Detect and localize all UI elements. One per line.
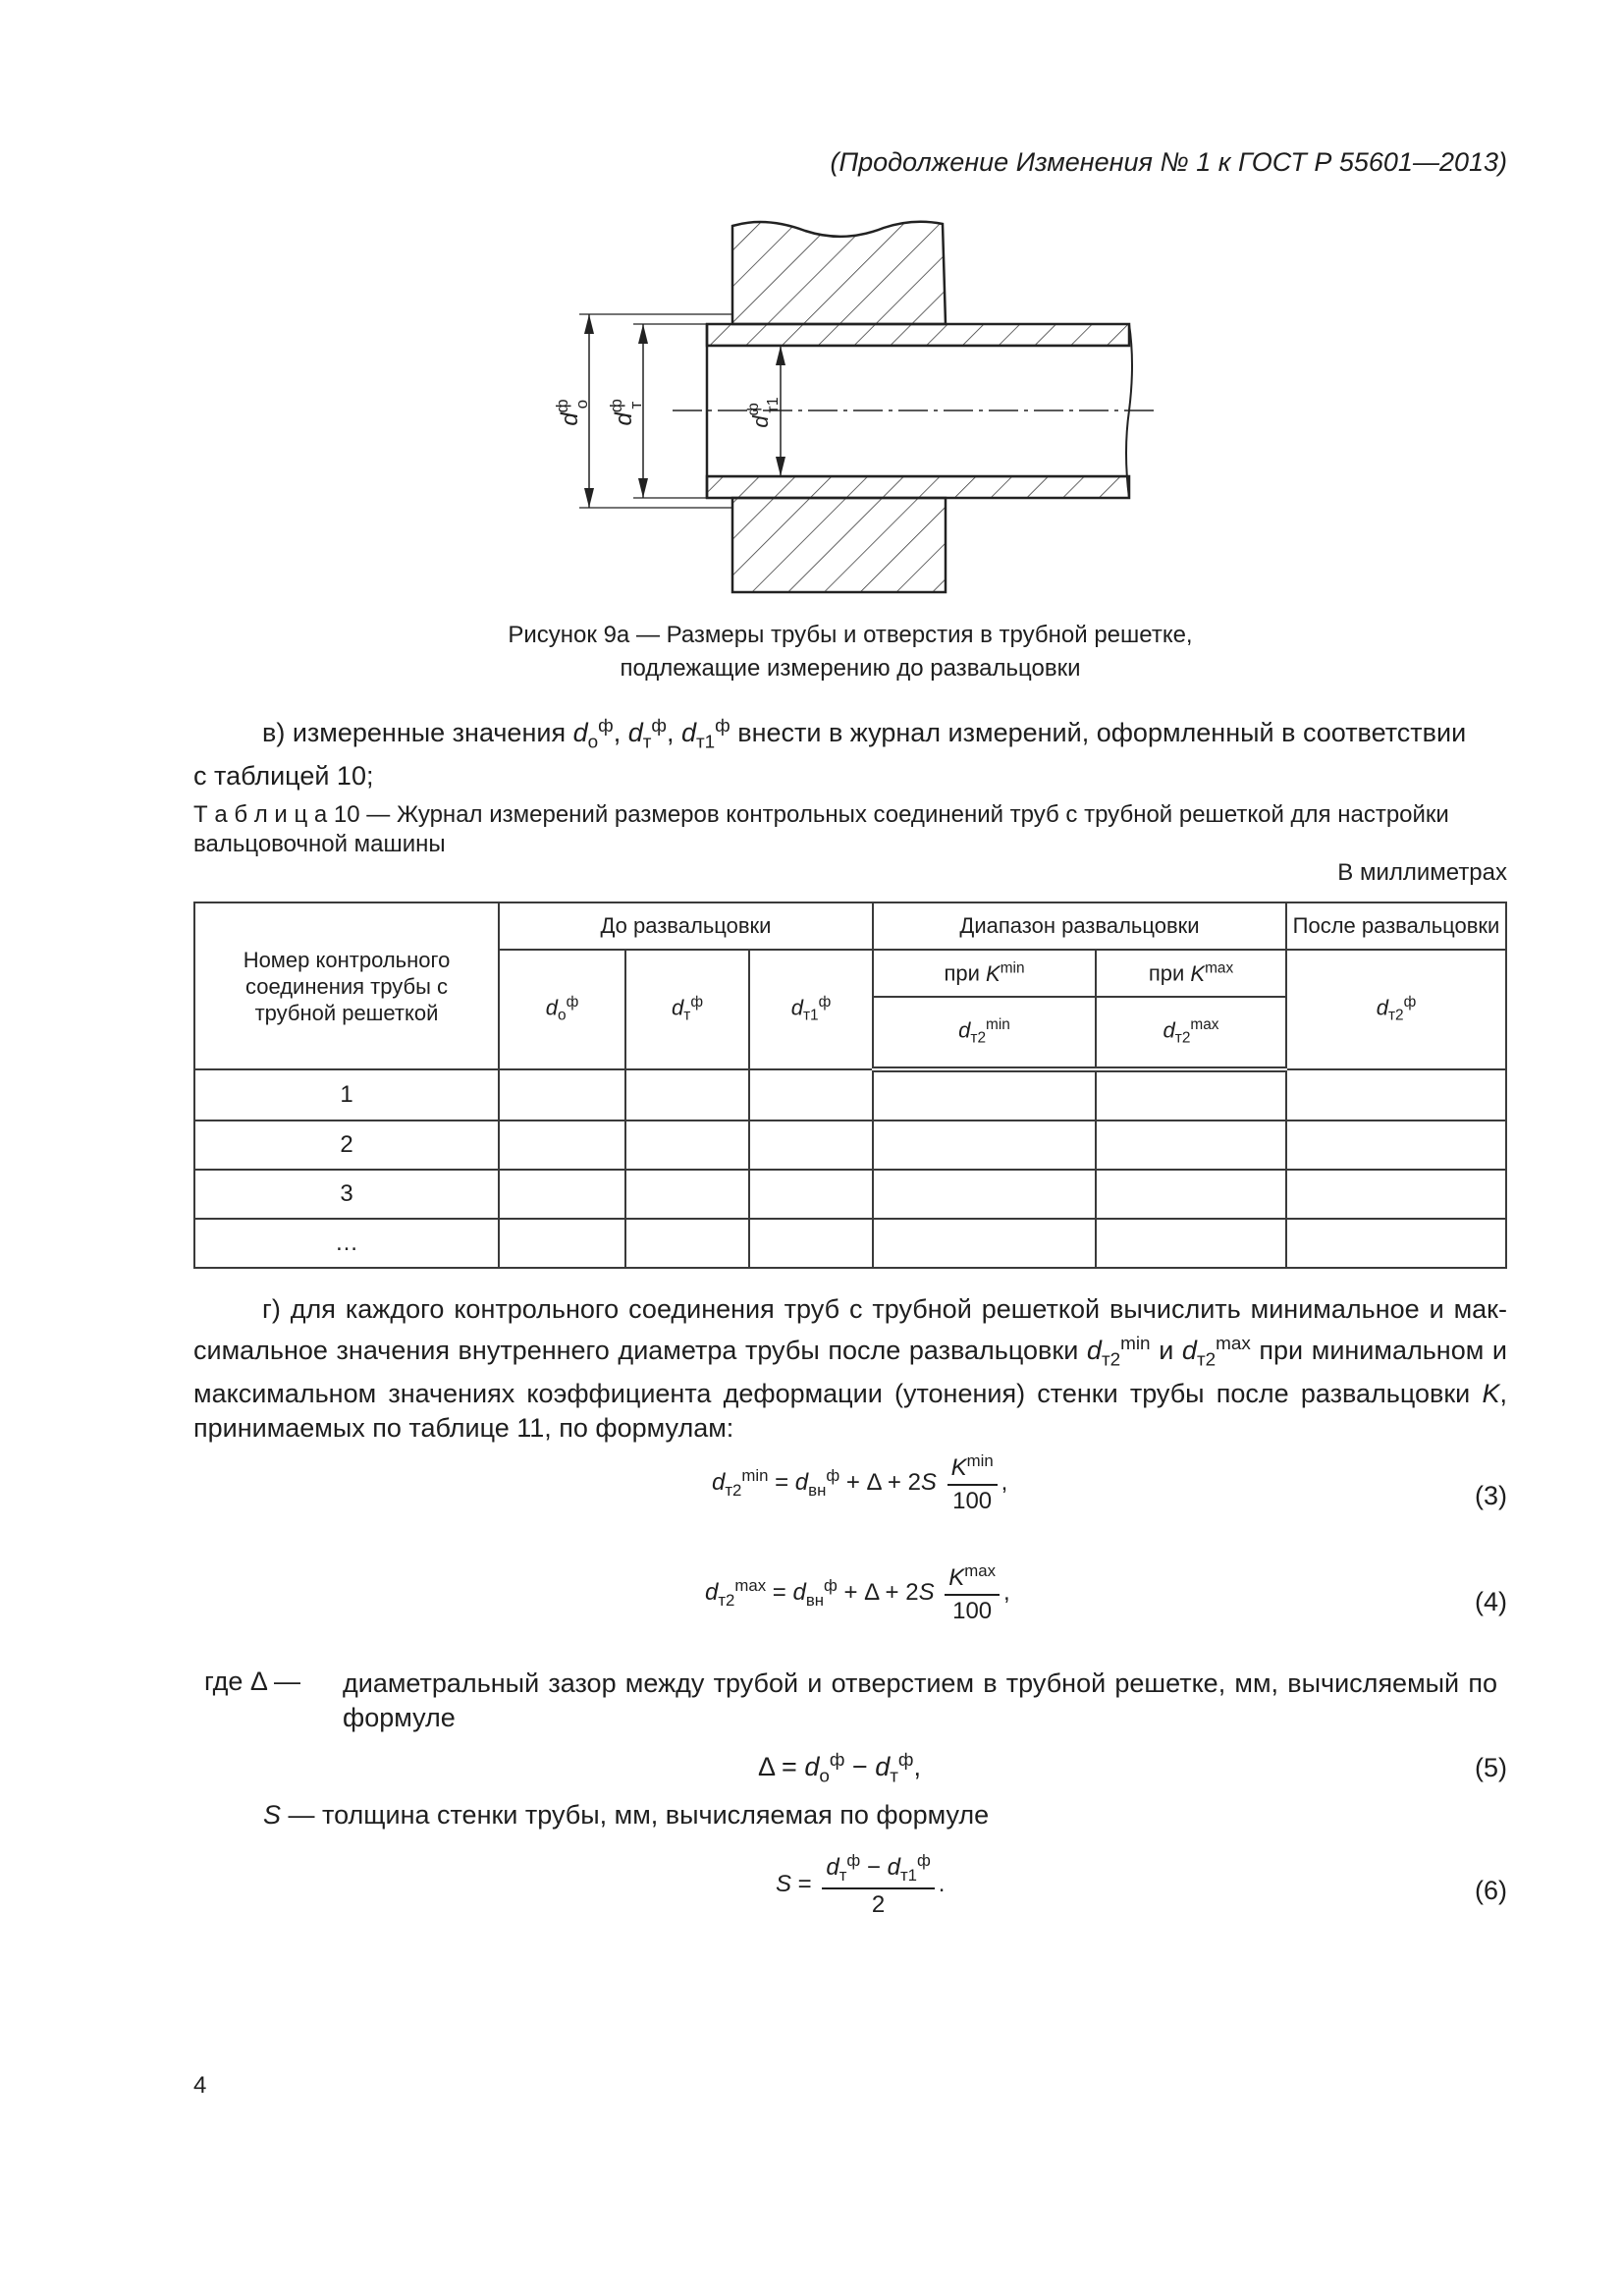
header-note: (Продолжение Изменения № 1 к ГОСТ Р 55601—2013) [830, 147, 1507, 177]
col-at-kmax: при $K^{max}$ [1096, 950, 1286, 997]
eq-number-5: (5) [1475, 1753, 1507, 1782]
label-d-t1: $d^ф$ т1 [745, 397, 782, 428]
tube-sheet-drawing [550, 216, 1159, 609]
tube-sheet-lower [732, 498, 946, 592]
tube-wall-upper [707, 324, 1129, 346]
col-d-t2-max: $d_{т2}^{max}$ [1096, 997, 1286, 1069]
group-before-header: До развальцовки [499, 902, 873, 950]
col-d-t2: $d_{т2}^ф$ [1286, 950, 1506, 1069]
delta-definition: диаметральный зазор между трубой и отверстием в трубной решетке, мм, вычисляемый по формуле [343, 1668, 1497, 1732]
col-at-kmin: при $K^{min}$ [873, 950, 1096, 997]
s-definition: S — толщина стенки трубы, мм, вычисляемая по формуле [263, 1800, 990, 1830]
label-d-t: $d^фт$ [607, 399, 645, 426]
col-d-t1: $d_{т1}^ф$ [749, 950, 873, 1069]
where-label: где Δ — [204, 1667, 300, 1696]
formula-6: S = $\frac{d_т^ф - d_{т1}^ф}{2}$ . [776, 1851, 946, 1918]
tube-sheet-upper [732, 222, 946, 324]
table-units: В миллиметрах [1337, 859, 1507, 886]
formula-5: $\Delta = d_о^ф - d_т^ф$, [758, 1750, 921, 1787]
eq-number-6: (6) [1475, 1876, 1507, 1905]
label-d-o: $d^фо$ [553, 399, 591, 426]
measurement-table [193, 902, 1507, 1269]
paragraph-v: в) измеренные значения $d_о^ф$, $d_т^ф$, $d_{т1}^ф$ внести в журнал измерений, оформленный в соответствии с таблицей 10; [193, 716, 1467, 792]
paragraph-g: г) для каждого контрольного соединения труб с трубной решеткой вычислить минимальное и мак-симальное значения внутреннего диаметра трубы после развальцовки $d_{т2}^{min}$ и $d_{т2}^{max}$ при минимальном и максимальном значениях коэффициента деформации (утонения) стенки трубы после развальцовки K, принимаемых по таблице 11, по формулам: [193, 1294, 1507, 1444]
col-d-t2-min: $d_{т2}^{min}$ [873, 997, 1096, 1069]
eq-number-3: (3) [1475, 1481, 1507, 1510]
group-after-header: После развальцовки [1286, 902, 1506, 950]
table-row: 3 [194, 1170, 1506, 1219]
table-row: … [194, 1219, 1506, 1268]
col-d-t: $d_т^ф$ [625, 950, 749, 1069]
eq-number-4: (4) [1475, 1587, 1507, 1616]
col-d-o: $d_о^ф$ [499, 950, 625, 1069]
formula-3: $d_{т2}^{min} = d_{вн}^ф + \Delta + 2S$ $\frac{K^{min}}{100}$ , [712, 1451, 1008, 1514]
table-row: 1 [194, 1069, 1506, 1121]
table-row: 2 [194, 1121, 1506, 1170]
page-number: 4 [193, 2072, 207, 2099]
figure-caption: Рисунок 9а — Размеры трубы и отверстия в трубной решетке, подлежащие измерению до развальцовки [508, 622, 1193, 682]
col-number-header: Номер контрольного соединения трубы с трубной решеткой [194, 902, 499, 1069]
tube-wall-lower [707, 476, 1129, 498]
group-range-header: Диапазон развальцовки [873, 902, 1286, 950]
table-caption: Т а б л и ц а 10 — Журнал измерений размеров контрольных соединений труб с трубной решеткой для настройки вальцовочной машины [193, 801, 1449, 857]
formula-4: $d_{т2}^{max} = d_{вн}^ф + \Delta + 2S$ $\frac{K^{max}}{100}$ , [705, 1561, 1010, 1624]
